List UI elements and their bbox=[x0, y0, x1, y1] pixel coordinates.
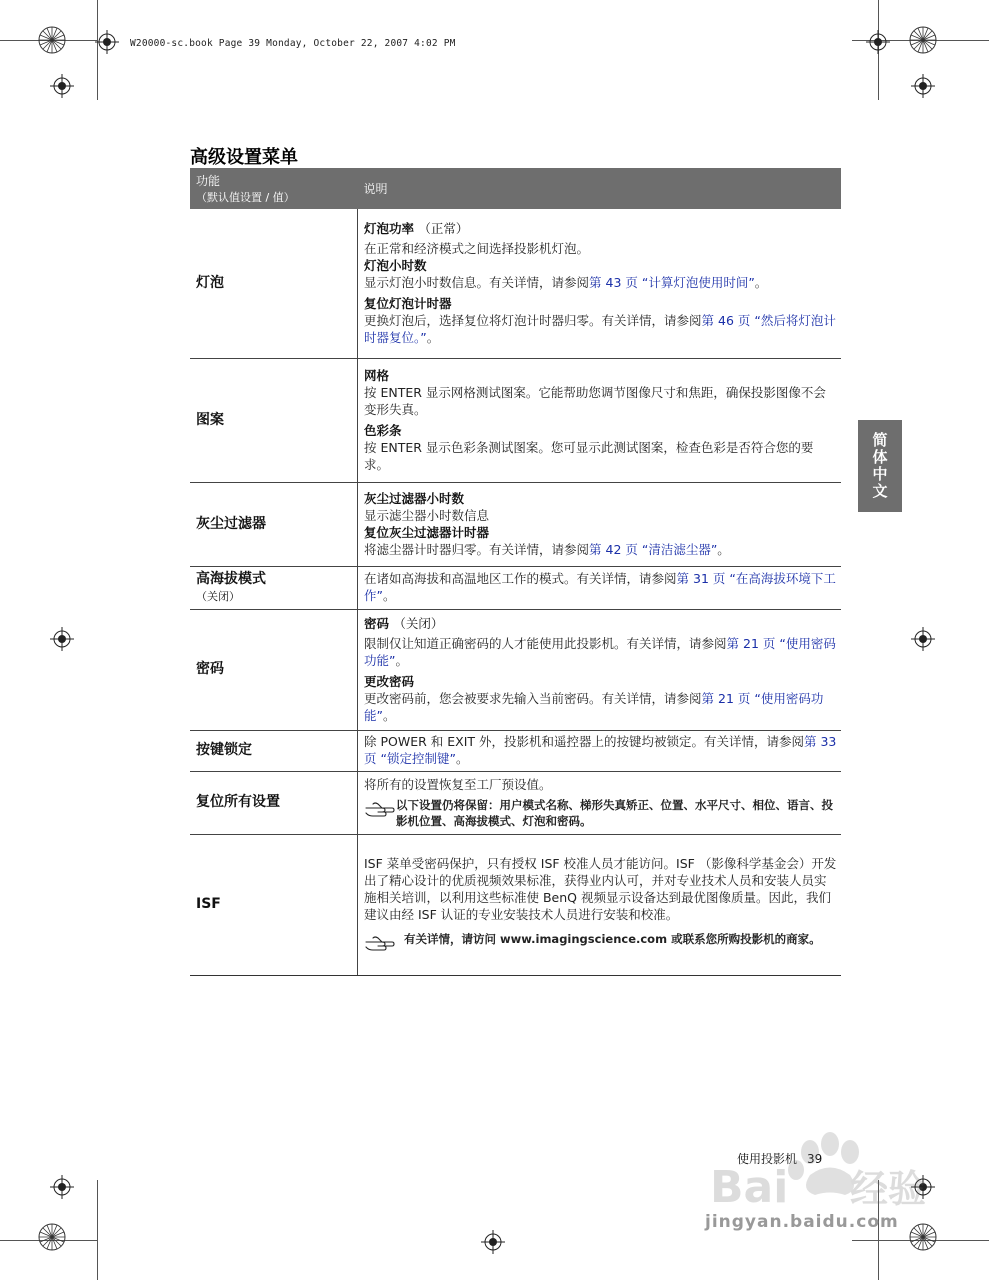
item-heading: 复位灯泡计时器 bbox=[364, 295, 452, 311]
registration-mark bbox=[908, 1222, 938, 1252]
item-text bbox=[364, 312, 837, 346]
item-text bbox=[364, 635, 837, 669]
function-cell bbox=[190, 834, 358, 975]
language-side-tab bbox=[858, 420, 902, 512]
table-row-password bbox=[190, 609, 841, 730]
header-function-cell bbox=[190, 168, 358, 209]
crosshair-target bbox=[481, 1230, 505, 1254]
footer-section: 使用投影机 bbox=[737, 1152, 798, 1166]
baidu-paw-watermark-icon bbox=[700, 1130, 940, 1250]
header-function-sub: （默认值设置 / 值） bbox=[196, 191, 295, 204]
registration-mark bbox=[37, 25, 67, 55]
item-heading-note: （正常） bbox=[418, 220, 469, 236]
item-text: 按 ENTER 显示色彩条测试图案。您可显示此测试图案，检查色彩是否符合您的要求。 bbox=[364, 439, 814, 472]
description-cell bbox=[358, 482, 842, 566]
function-label: 图案 bbox=[196, 411, 224, 428]
header-description: 说明 bbox=[363, 182, 388, 196]
table-row-isf bbox=[190, 834, 841, 975]
crosshair-target bbox=[50, 627, 74, 651]
description-cell bbox=[358, 834, 842, 975]
item-text bbox=[364, 274, 837, 291]
item-heading-text: 灯泡功率 bbox=[364, 220, 415, 236]
table-row-key-lock bbox=[190, 730, 841, 771]
item-text: ISF 菜单受密码保护，只有授权 ISF 校准人员才能访问。ISF （影像科学基金会）开发出了精心设计的优质视频效果标准，获得业内认可，并对专业技术人员和安装人员实施相关培训，以利用这些标准使 BenQ 视频显示设备达到最优图像质量。因此，我们建议由经 ISF 认证的专业安装技术人员进行安装和校准。 bbox=[364, 856, 837, 922]
cross-reference-link[interactable]: 第 42 页 “清洁滤尘器” bbox=[589, 541, 718, 557]
function-label: 复位所有设置 bbox=[196, 794, 280, 810]
item-text-tail: 。 bbox=[426, 329, 440, 345]
item-text-body: 将滤尘器计时器归零。有关详情，请参阅 bbox=[364, 541, 590, 557]
function-label: 灰尘过滤器 bbox=[196, 515, 266, 532]
item-text: 按 ENTER 显示网格测试图案。它能帮助您调节图像尺寸和焦距，确保投影图像不会变形失真。 bbox=[364, 384, 826, 417]
cross-reference-link[interactable]: 第 21 页 “使用密码功能” bbox=[364, 690, 824, 723]
function-default: （关闭） bbox=[196, 589, 240, 603]
print-header: W20000-sc.book Page 39 Monday, October 22, 2007 4:02 PM bbox=[130, 38, 456, 49]
table-row-pattern bbox=[190, 358, 841, 482]
note-text: 以下设置仍将保留：用户模式名称、梯形失真矫正、位置、水平尺寸、相位、语言、投影机位置、高海拔模式、灯泡和密码。 bbox=[396, 797, 833, 828]
description-cell bbox=[358, 566, 842, 609]
note-box bbox=[364, 931, 837, 953]
note-text: 有关详情，请访问 www.imagingscience.com 或联系您所购投影机的商家。 bbox=[404, 932, 821, 946]
function-label: 灯泡 bbox=[196, 274, 224, 291]
watermark-url: jingyan.baidu.com bbox=[705, 1212, 899, 1232]
description-cell bbox=[358, 209, 842, 358]
item-heading bbox=[364, 220, 837, 237]
item-text bbox=[364, 541, 837, 558]
crop-line bbox=[97, 1180, 98, 1280]
item-text-tail: 。 bbox=[382, 588, 396, 603]
item-heading: 灯泡小时数 bbox=[364, 257, 427, 273]
function-label: ISF bbox=[196, 896, 221, 912]
item-text-tail: 。 bbox=[754, 274, 768, 290]
pointing-hand-icon bbox=[364, 799, 396, 819]
item-text-body: 更换灯泡后，选择复位将灯泡计时器归零。有关详情，请参阅 bbox=[364, 312, 702, 328]
item-heading-note: （关闭） bbox=[393, 615, 444, 631]
svg-text:经验: 经验 bbox=[850, 1167, 927, 1211]
cross-reference-link[interactable]: 第 43 页 “计算灯泡使用时间” bbox=[589, 274, 755, 290]
item-text-tail: 。 bbox=[382, 707, 396, 723]
registration-mark bbox=[908, 25, 938, 55]
description-cell bbox=[358, 730, 842, 771]
function-cell bbox=[190, 609, 358, 730]
table-header-row bbox=[190, 168, 841, 209]
function-cell bbox=[190, 730, 358, 771]
page-title: 高级设置菜单 bbox=[190, 147, 298, 168]
function-label: 高海拔模式 bbox=[196, 570, 266, 587]
advanced-settings-table bbox=[190, 168, 841, 976]
cross-reference-link[interactable]: 第 21 页 “使用密码功能” bbox=[364, 635, 836, 668]
item-text: 显示滤尘器小时数信息 bbox=[364, 507, 490, 523]
crosshair-target bbox=[911, 1175, 935, 1199]
crosshair-target bbox=[50, 74, 74, 98]
item-text-body: 在诸如高海拔和高温地区工作的模式。有关详情，请参阅 bbox=[364, 571, 677, 586]
crosshair-target bbox=[866, 30, 890, 54]
page-footer bbox=[737, 1150, 822, 1167]
item-text bbox=[364, 733, 837, 767]
table-row-high-altitude bbox=[190, 566, 841, 609]
table-row-lamp bbox=[190, 209, 841, 358]
item-text: 在正常和经济模式之间选择投影机灯泡。 bbox=[364, 240, 590, 256]
item-heading: 色彩条 bbox=[364, 422, 402, 438]
crosshair-target bbox=[911, 627, 935, 651]
item-heading: 更改密码 bbox=[364, 673, 415, 689]
table-row-dust-filter bbox=[190, 482, 841, 566]
item-heading: 灰尘过滤器小时数 bbox=[364, 490, 465, 506]
table-row-reset-all bbox=[190, 771, 841, 834]
function-label: 按键锁定 bbox=[196, 742, 252, 758]
item-text-tail: 。 bbox=[455, 751, 469, 766]
cross-reference-link[interactable]: 第 33 页 “锁定控制键” bbox=[364, 734, 837, 766]
item-heading: 复位灰尘过滤器计时器 bbox=[364, 524, 490, 540]
svg-text:Bai: Bai bbox=[710, 1162, 789, 1213]
item-text-body: 除 POWER 和 EXIT 外，投影机和遥控器上的按键均被锁定。有关详情，请参阅 bbox=[364, 734, 804, 749]
note-box bbox=[364, 797, 837, 829]
function-cell bbox=[190, 566, 358, 609]
item-text bbox=[364, 690, 837, 724]
item-text: 将所有的设置恢复至工厂预设值。 bbox=[364, 776, 552, 792]
item-text-tail: 。 bbox=[395, 652, 408, 668]
item-text-body: 更改密码前，您会被要求先输入当前密码。有关详情，请参阅 bbox=[364, 690, 702, 706]
registration-mark bbox=[37, 1222, 67, 1252]
item-text-body: 显示灯泡小时数信息。有关详情，请参阅 bbox=[364, 274, 590, 290]
description-cell bbox=[358, 609, 842, 730]
item-text bbox=[364, 570, 837, 604]
pointing-hand-icon bbox=[364, 933, 396, 953]
function-cell bbox=[190, 209, 358, 358]
item-heading-text: 密码 bbox=[364, 615, 390, 631]
description-cell bbox=[358, 358, 842, 482]
function-cell bbox=[190, 482, 358, 566]
description-cell bbox=[358, 771, 842, 834]
header-description-cell bbox=[358, 168, 842, 209]
crosshair-target bbox=[95, 30, 119, 54]
cross-reference-link[interactable]: 第 31 页 “在高海拔环境下工作” bbox=[364, 571, 836, 603]
item-text-tail: 。 bbox=[717, 541, 730, 557]
cross-reference-link[interactable]: 第 46 页 “然后将灯泡计时器复位。” bbox=[364, 312, 836, 345]
language-side-tab-label: 简体中文 bbox=[870, 432, 889, 500]
header-function: 功能 bbox=[196, 174, 221, 188]
item-heading: 网格 bbox=[364, 367, 390, 383]
function-cell bbox=[190, 771, 358, 834]
item-heading bbox=[364, 615, 837, 632]
function-cell bbox=[190, 358, 358, 482]
item-text-body: 限制仅让知道正确密码的人才能使用此投影机。有关详情，请参阅 bbox=[364, 635, 727, 651]
crosshair-target bbox=[50, 1175, 74, 1199]
page-number: 39 bbox=[807, 1152, 823, 1166]
function-label: 密码 bbox=[196, 661, 224, 677]
crosshair-target bbox=[911, 74, 935, 98]
